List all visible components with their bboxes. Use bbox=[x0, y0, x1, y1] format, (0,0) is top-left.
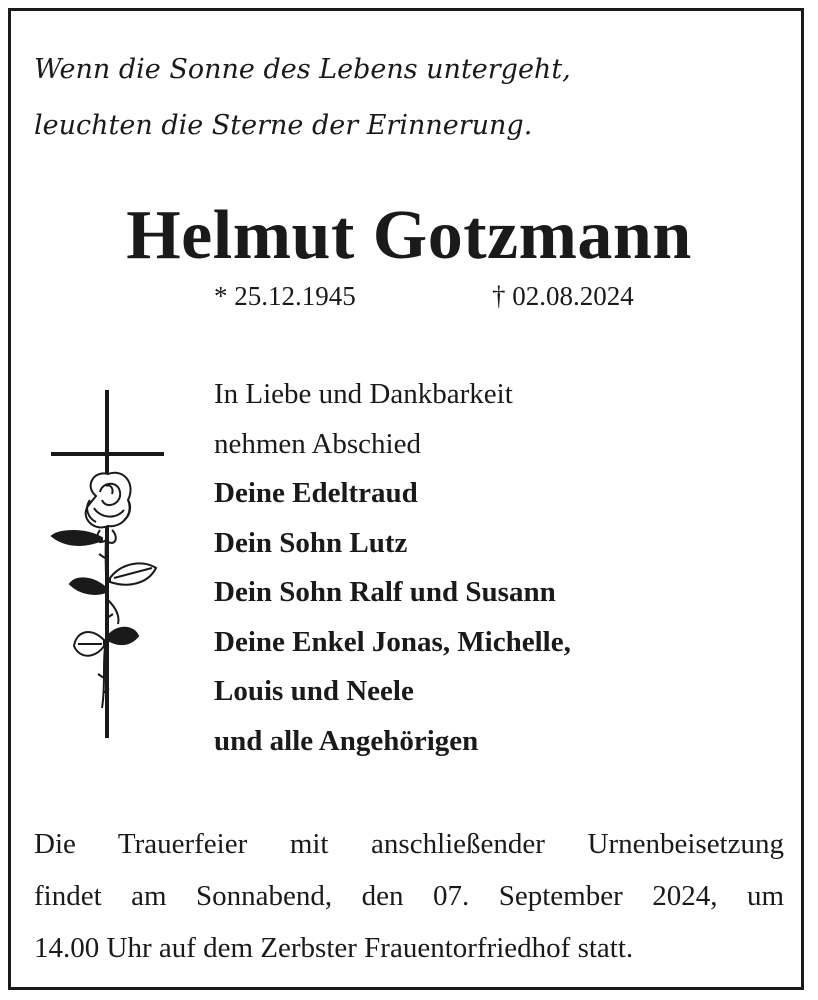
funeral-announcement bbox=[34, 818, 784, 974]
announcement-line-1: Die Trauerfeier mit anschließender Urnenbeisetzung bbox=[34, 828, 784, 860]
mourners-block bbox=[214, 370, 571, 766]
mourner-name: und alle Angehörigen bbox=[214, 724, 479, 757]
mourner-name: Dein Sohn Ralf und Susann bbox=[214, 576, 556, 608]
motto-line-2: leuchten die Sterne der Erinnerung. bbox=[34, 110, 533, 141]
mourners-intro-2: nehmen Abschied bbox=[214, 427, 421, 460]
deceased-name: Helmut Gotzmann bbox=[126, 197, 692, 274]
birth-date: * 25.12.1945 bbox=[214, 281, 356, 311]
death-date: † 02.08.2024 bbox=[492, 281, 634, 311]
mourners-intro-1: In Liebe und Dankbarkeit bbox=[214, 378, 513, 410]
mourner-name: Deine Edeltraud bbox=[214, 477, 418, 509]
announcement-line-3: 14.00 Uhr auf dem Zerbster Frauentorfriedhof statt. bbox=[34, 932, 634, 964]
cross-rose-illustration bbox=[44, 388, 172, 740]
announcement-line-2: findet am Sonnabend, den 07. September 2024, um bbox=[34, 880, 784, 912]
mourner-name: Louis und Neele bbox=[214, 675, 414, 707]
mourner-name: Deine Enkel Jonas, Michelle, bbox=[214, 625, 571, 658]
motto bbox=[34, 42, 571, 154]
mourner-name: Dein Sohn Lutz bbox=[214, 526, 408, 559]
rose-icon bbox=[52, 473, 156, 708]
motto-line-1: Wenn die Sonne des Lebens untergeht, bbox=[34, 54, 571, 85]
